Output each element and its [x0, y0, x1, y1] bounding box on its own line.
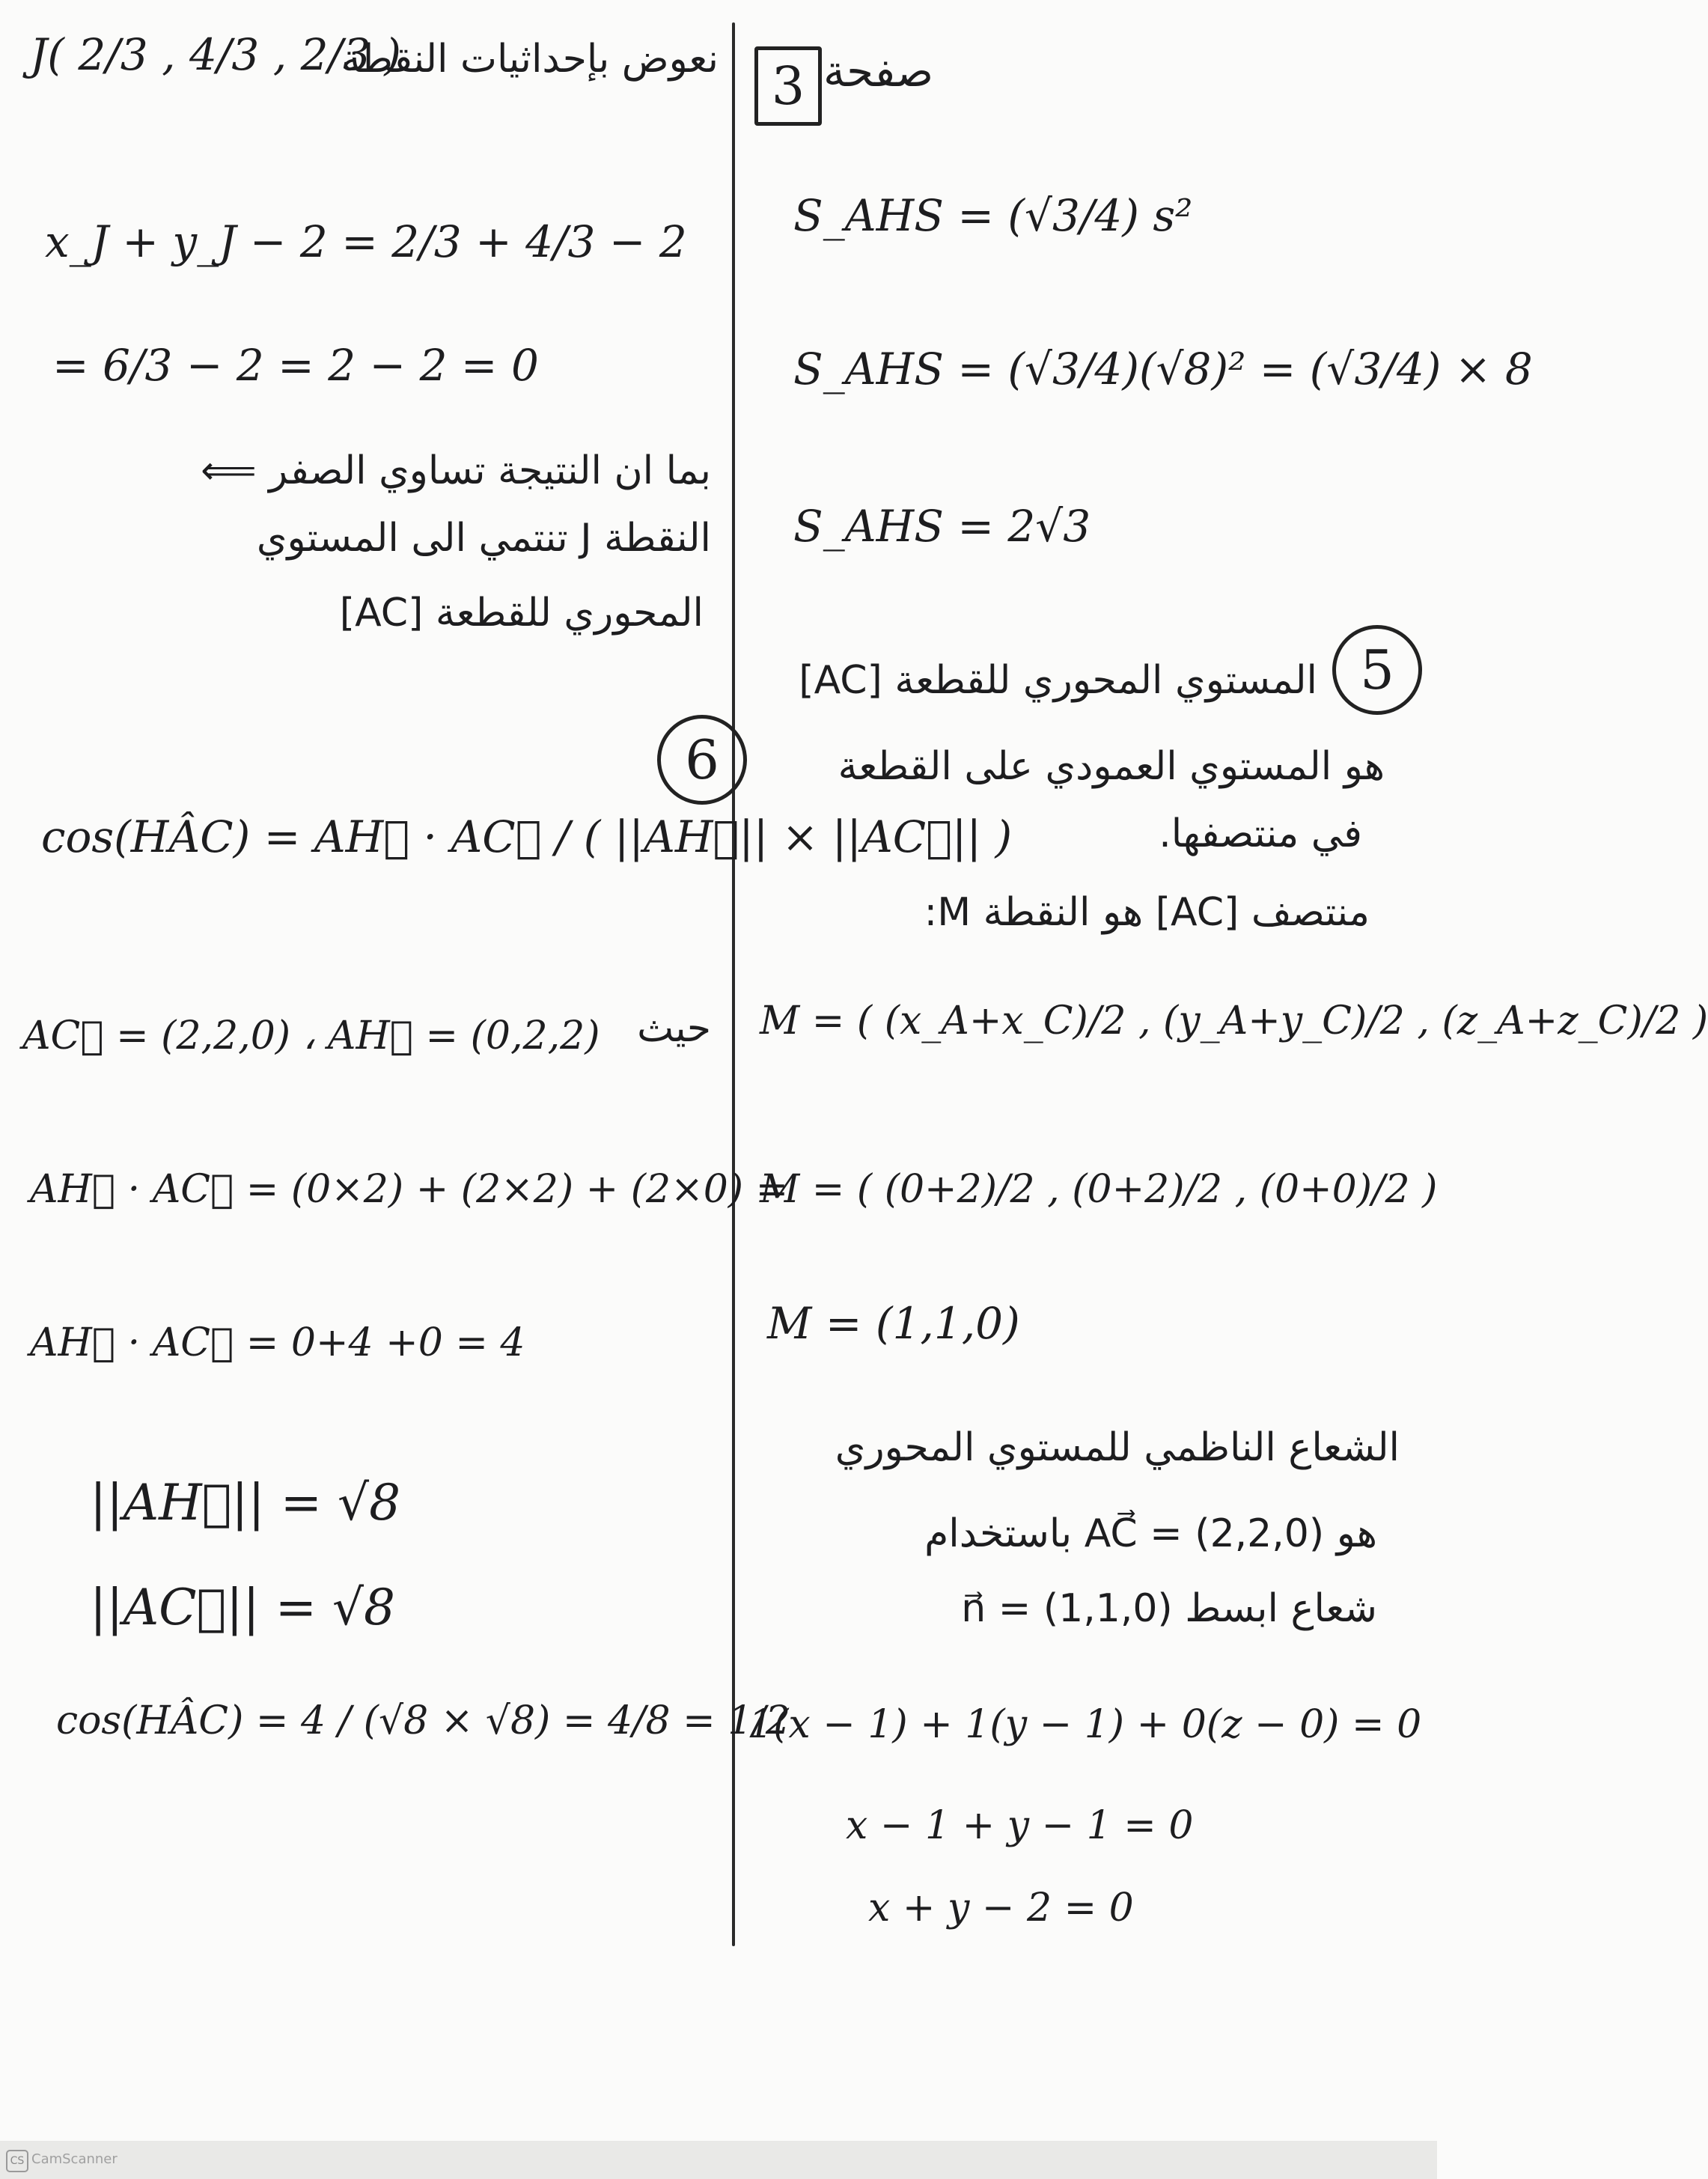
- normal-vector-note-2: هو AC⃗ = (2,2,0) باستخدام: [924, 1511, 1377, 1556]
- question-5-number: 5: [1332, 625, 1422, 715]
- substitution-result: = 6/3 − 2 = 2 − 2 = 0: [52, 340, 539, 391]
- scanner-name: CamScanner: [31, 2151, 118, 2167]
- cosine-result: cos(HÂC) = 4 / (√8 × √8) = 4/8 = 1/2: [56, 1698, 790, 1743]
- where-note: حيث: [637, 1006, 711, 1051]
- scanner-logo-icon: CS: [6, 2150, 28, 2172]
- area-formula: S_AHS = (√3/4) s²: [793, 190, 1193, 241]
- simpler-vector-note: شعاع ابسط n⃗ = (1,1,0): [961, 1586, 1377, 1631]
- area-result: S_AHS = 2√3: [793, 501, 1091, 552]
- bisector-definition-1: هو المستوي العمودي على القطعة: [838, 744, 1385, 789]
- substitute-note: نعوض بإحداثيات النقطة: [341, 37, 719, 82]
- midpoint-formula: M = ( (x_A+x_C)/2 , (y_A+y_C)/2 , (z_A+z_C)/2 ): [760, 999, 1708, 1043]
- bisector-plane-note: المحوري للقطعة [AC]: [339, 591, 704, 636]
- midpoint-result: M = (1,1,0): [767, 1298, 1020, 1349]
- vectors-ac-ah: AC⃗ = (2,2,0) ، AH⃗ = (0,2,2): [22, 1014, 600, 1058]
- midpoint-substitution: M = ( (0+2)/2 , (0+2)/2 , (0+0)/2 ): [760, 1167, 1438, 1212]
- plane-equation-final: x + y − 2 = 0: [868, 1886, 1134, 1930]
- norm-ac: ||AC⃗|| = √8: [90, 1579, 396, 1636]
- dot-product-expansion: AH⃗ · AC⃗ = (0×2) + (2×2) + (2×0) =: [30, 1167, 789, 1212]
- scanner-footer: [0, 2141, 1437, 2179]
- midpoint-note: منتصف [AC] هو النقطة M:: [924, 890, 1370, 935]
- area-substitution: S_AHS = (√3/4)(√8)² = (√3/4) × 8: [793, 344, 1533, 394]
- dot-product-result: AH⃗ · AC⃗ = 0+4 +0 = 4: [30, 1320, 525, 1365]
- column-divider: [732, 22, 735, 1946]
- point-j-coordinates: J( 2/3 , 4/3 , 2/3 ): [30, 29, 402, 80]
- page-number-box: 3: [754, 46, 822, 126]
- cosine-formula: cos(HÂC) = AH⃗ · AC⃗ / ( ||AH⃗|| × ||AC⃗|| ): [41, 811, 1013, 862]
- bisector-plane-title: المستوي المحوري للقطعة [AC]: [799, 658, 1317, 703]
- page-label: صفحة: [823, 46, 934, 97]
- plane-equation-1: 1(x − 1) + 1(y − 1) + 0(z − 0) = 0: [748, 1702, 1422, 1747]
- normal-vector-note-1: الشعاع الناظمي للمستوي المحوري: [835, 1425, 1400, 1470]
- point-belongs-note: النقطة J تنتمي الى المستوي: [256, 516, 711, 561]
- question-6-number: 6: [657, 715, 747, 805]
- bisector-definition-2: في منتصفها.: [1159, 811, 1362, 856]
- substitution-line: x_J + y_J − 2 = 2/3 + 4/3 − 2: [45, 216, 687, 267]
- result-zero-note: بما ان النتيجة تساوي الصفر ⟸: [201, 448, 711, 493]
- norm-ah: ||AH⃗|| = √8: [90, 1474, 401, 1532]
- plane-equation-2: x − 1 + y − 1 = 0: [846, 1803, 1194, 1848]
